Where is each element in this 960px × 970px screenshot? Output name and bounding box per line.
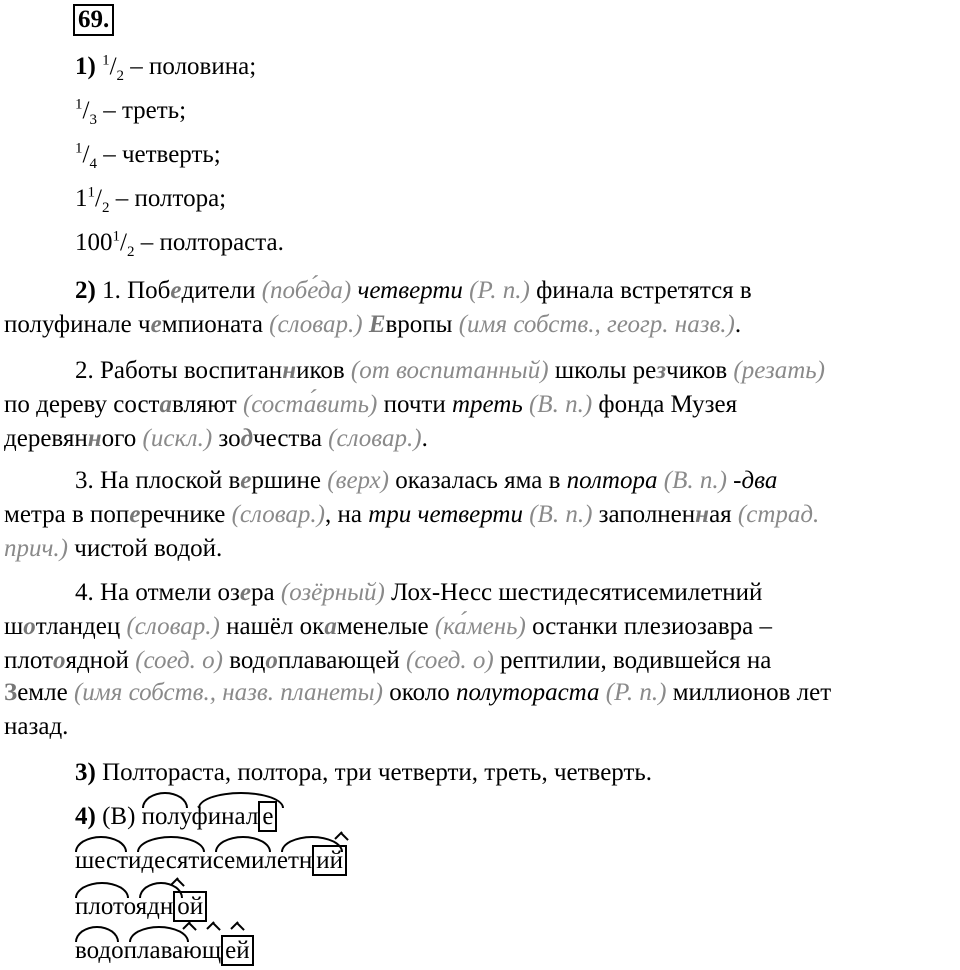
note: (словар.) xyxy=(231,501,325,528)
italic-word: треть xyxy=(451,391,523,418)
word-stem: плотоядн xyxy=(75,893,174,920)
text: дители xyxy=(181,277,262,304)
text: ая xyxy=(709,501,738,528)
highlight-letter: Е xyxy=(368,311,386,338)
fraction-numerator: 1 xyxy=(102,52,110,69)
note: (В. п.) xyxy=(522,501,593,528)
text: вод xyxy=(222,647,266,674)
note: (верх) xyxy=(327,467,389,494)
note: (ка́мень) xyxy=(434,613,526,640)
part-label: 2) xyxy=(75,277,96,304)
fraction-numerator: 1 xyxy=(87,184,95,201)
p4-line1 xyxy=(75,802,277,832)
text: 2. Работы воспитан xyxy=(75,357,283,384)
note: (соед. о) xyxy=(135,647,223,674)
note: (озёрный) xyxy=(280,579,385,606)
p2-s2-line1 xyxy=(75,356,825,386)
line-text: – четверть; xyxy=(96,141,221,168)
text: останки плезиозавра – xyxy=(525,613,772,640)
part-label: 1) xyxy=(75,53,96,80)
note: (соста́вить) xyxy=(242,391,378,418)
p3-line xyxy=(75,758,652,788)
p2-s4-line4 xyxy=(4,678,831,708)
text: тландец xyxy=(35,613,127,640)
text: около xyxy=(382,679,456,706)
text: заполнен xyxy=(592,501,696,528)
word-stem: шестидесятисемилетн xyxy=(75,847,313,874)
text: ядной xyxy=(65,647,136,674)
text: метра в поп xyxy=(4,501,130,528)
text: Полтораста, полтора, три четверти, треть, четверть. xyxy=(95,759,653,786)
highlight-letter: е xyxy=(170,277,182,304)
p1-line2: $^1/_3$ – треть; xyxy=(75,96,187,128)
p2-s3-line3 xyxy=(4,534,222,564)
text: вропы xyxy=(385,311,459,338)
highlight-letter: о xyxy=(265,647,278,674)
highlight-letter: н xyxy=(87,425,102,452)
highlight-letter: З xyxy=(4,679,18,706)
text: ого xyxy=(101,425,143,452)
line-text: – полтора; xyxy=(109,185,227,212)
line-text: – половина; xyxy=(124,53,257,80)
text: ра xyxy=(251,579,281,606)
line-text: – полтораста. xyxy=(134,229,284,256)
text: 4. На отмели оз xyxy=(75,579,240,606)
text: емле xyxy=(17,679,74,706)
p4-line3 xyxy=(75,892,207,922)
root-arc xyxy=(75,926,119,942)
italic-word: -два xyxy=(726,467,778,494)
note: (резать) xyxy=(733,357,825,384)
note: (страд. xyxy=(737,501,820,528)
fraction-denominator: 2 xyxy=(101,200,110,216)
text: почти xyxy=(377,391,452,418)
note: (побе́да) xyxy=(261,277,352,304)
fraction-denominator: 2 xyxy=(116,68,125,84)
highlight-letter: о xyxy=(52,647,66,674)
note: (словар.) xyxy=(328,425,422,452)
note: (имя собств., геогр. назв.) xyxy=(458,311,735,338)
p2-s2-line3 xyxy=(4,424,428,454)
text: , на xyxy=(325,501,369,528)
text: плавающей xyxy=(277,647,407,674)
text: миллионов лет xyxy=(666,679,832,706)
p2-s4-line1 xyxy=(75,578,762,608)
p2-s2-line2 xyxy=(4,390,737,420)
p1-line3: $^1/_4$ – четверть; xyxy=(75,140,221,172)
root-arc xyxy=(129,926,189,942)
text: (В) xyxy=(95,803,142,830)
part-label: 4) xyxy=(75,803,96,830)
whole-part: 100 xyxy=(75,229,113,256)
fraction-numerator: 1 xyxy=(112,228,120,245)
text: мпионата xyxy=(161,311,270,338)
highlight-letter: н xyxy=(282,357,297,384)
text: менелые xyxy=(336,613,435,640)
highlight-letter: з xyxy=(656,357,666,384)
fraction-denominator: 3 xyxy=(89,112,97,128)
italic-word: полтора xyxy=(566,467,658,494)
p2-s1-line1 xyxy=(75,276,752,306)
line-text: – треть; xyxy=(96,97,187,124)
text: . xyxy=(421,425,428,452)
note: (соед. о) xyxy=(406,647,494,674)
text: иков xyxy=(296,357,351,384)
text: школы ре xyxy=(548,357,657,384)
note: (В. п.) xyxy=(522,391,593,418)
text: речнике xyxy=(140,501,232,528)
ending-box: е xyxy=(258,801,277,832)
prefix-arc xyxy=(142,792,188,808)
note: (Р. п.) xyxy=(599,679,667,706)
morpheme-word-vodoplavayushchey xyxy=(75,936,254,966)
word-stem: полуфинал xyxy=(141,803,259,830)
suffix-wedge xyxy=(207,922,221,936)
p1-line1: 1) $^1/_2$ – половина; xyxy=(75,52,257,84)
text: назад. xyxy=(4,713,69,740)
text: фонда Музея xyxy=(592,391,738,418)
text: 1. Поб xyxy=(95,277,171,304)
suffix-wedge xyxy=(231,922,245,936)
suffix-wedge xyxy=(171,878,185,892)
root-arc xyxy=(137,836,205,852)
note: (словар.) xyxy=(269,311,363,338)
p1-line4: $1^1/_2$ – полтора; xyxy=(75,184,227,216)
ending-box: ей xyxy=(221,935,253,966)
morpheme-word-polufinale xyxy=(142,802,278,832)
highlight-letter: е xyxy=(239,579,252,606)
highlight-letter: н xyxy=(695,501,710,528)
text: по дереву сост xyxy=(4,391,160,418)
text: чистой водой. xyxy=(68,535,223,562)
p1-line5: $100^1/_2$ – полтораста. xyxy=(75,228,284,260)
text: вляют xyxy=(171,391,243,418)
italic-word: четверти xyxy=(351,277,463,304)
p4-line2 xyxy=(75,846,347,876)
suffix-wedge xyxy=(183,922,197,936)
p4-line4 xyxy=(75,936,254,966)
text: 3. На плоской в xyxy=(75,467,241,494)
note: прич.) xyxy=(4,535,69,562)
note: (Р. п.) xyxy=(462,277,530,304)
p2-s4-line2 xyxy=(4,612,772,642)
note: (имя собств., назв. планеты) xyxy=(73,679,383,706)
text: плот xyxy=(4,647,53,674)
p2-s3-line2 xyxy=(4,500,819,530)
highlight-letter: о xyxy=(23,613,36,640)
text: полуфинале ч xyxy=(4,311,151,338)
text: нашёл ок xyxy=(219,613,325,640)
text: рептилии, водившейся на xyxy=(493,647,772,674)
text: . xyxy=(734,311,742,338)
root-arc xyxy=(215,836,271,852)
suffix-wedge xyxy=(335,832,349,846)
p2-s4-line3 xyxy=(4,646,771,676)
text: зо xyxy=(212,425,241,452)
text: деревян xyxy=(4,425,88,452)
text: чиков xyxy=(666,357,734,384)
note: (В. п.) xyxy=(657,467,727,494)
text: оказалась яма в xyxy=(388,467,567,494)
note: (искл.) xyxy=(142,425,213,452)
fraction-denominator: 4 xyxy=(89,156,97,172)
text: финала встретятся в xyxy=(529,277,752,304)
highlight-letter: д xyxy=(240,425,254,452)
highlight-letter: а xyxy=(159,391,172,418)
exercise-number: 69. xyxy=(73,4,114,36)
italic-word: полутораста xyxy=(455,679,600,706)
fraction-numerator: 1 xyxy=(75,140,83,157)
highlight-letter: е xyxy=(150,311,162,338)
highlight-letter: е xyxy=(240,467,252,494)
text: ш xyxy=(4,613,24,640)
text: чества xyxy=(253,425,329,452)
ending-box: ой xyxy=(173,891,207,922)
p2-s1-line2 xyxy=(4,310,741,340)
part-label: 3) xyxy=(75,759,96,786)
highlight-letter: е xyxy=(129,501,141,528)
note: (словар.) xyxy=(126,613,220,640)
p2-s3-line1 xyxy=(75,466,777,496)
fraction-denominator: 2 xyxy=(126,244,135,260)
text: ршине xyxy=(251,467,328,494)
morpheme-word-plotoyadnoy xyxy=(75,892,207,922)
whole-part: 1 xyxy=(75,185,88,212)
morpheme-word-shestidesyatisemiletniy xyxy=(75,846,347,876)
fraction-numerator: 1 xyxy=(75,96,83,113)
note: (от воспитанный) xyxy=(350,357,549,384)
p2-s4-line5 xyxy=(4,712,68,742)
word-stem: водоплавающ xyxy=(75,937,222,964)
ending-box: ий xyxy=(312,845,347,876)
root-arc xyxy=(75,882,129,898)
italic-word: три четверти xyxy=(368,501,523,528)
highlight-letter: а xyxy=(324,613,337,640)
root-arc xyxy=(198,792,284,808)
text: Лох-Несс шестидесятисемилетний xyxy=(384,579,763,606)
root-arc xyxy=(75,836,127,852)
